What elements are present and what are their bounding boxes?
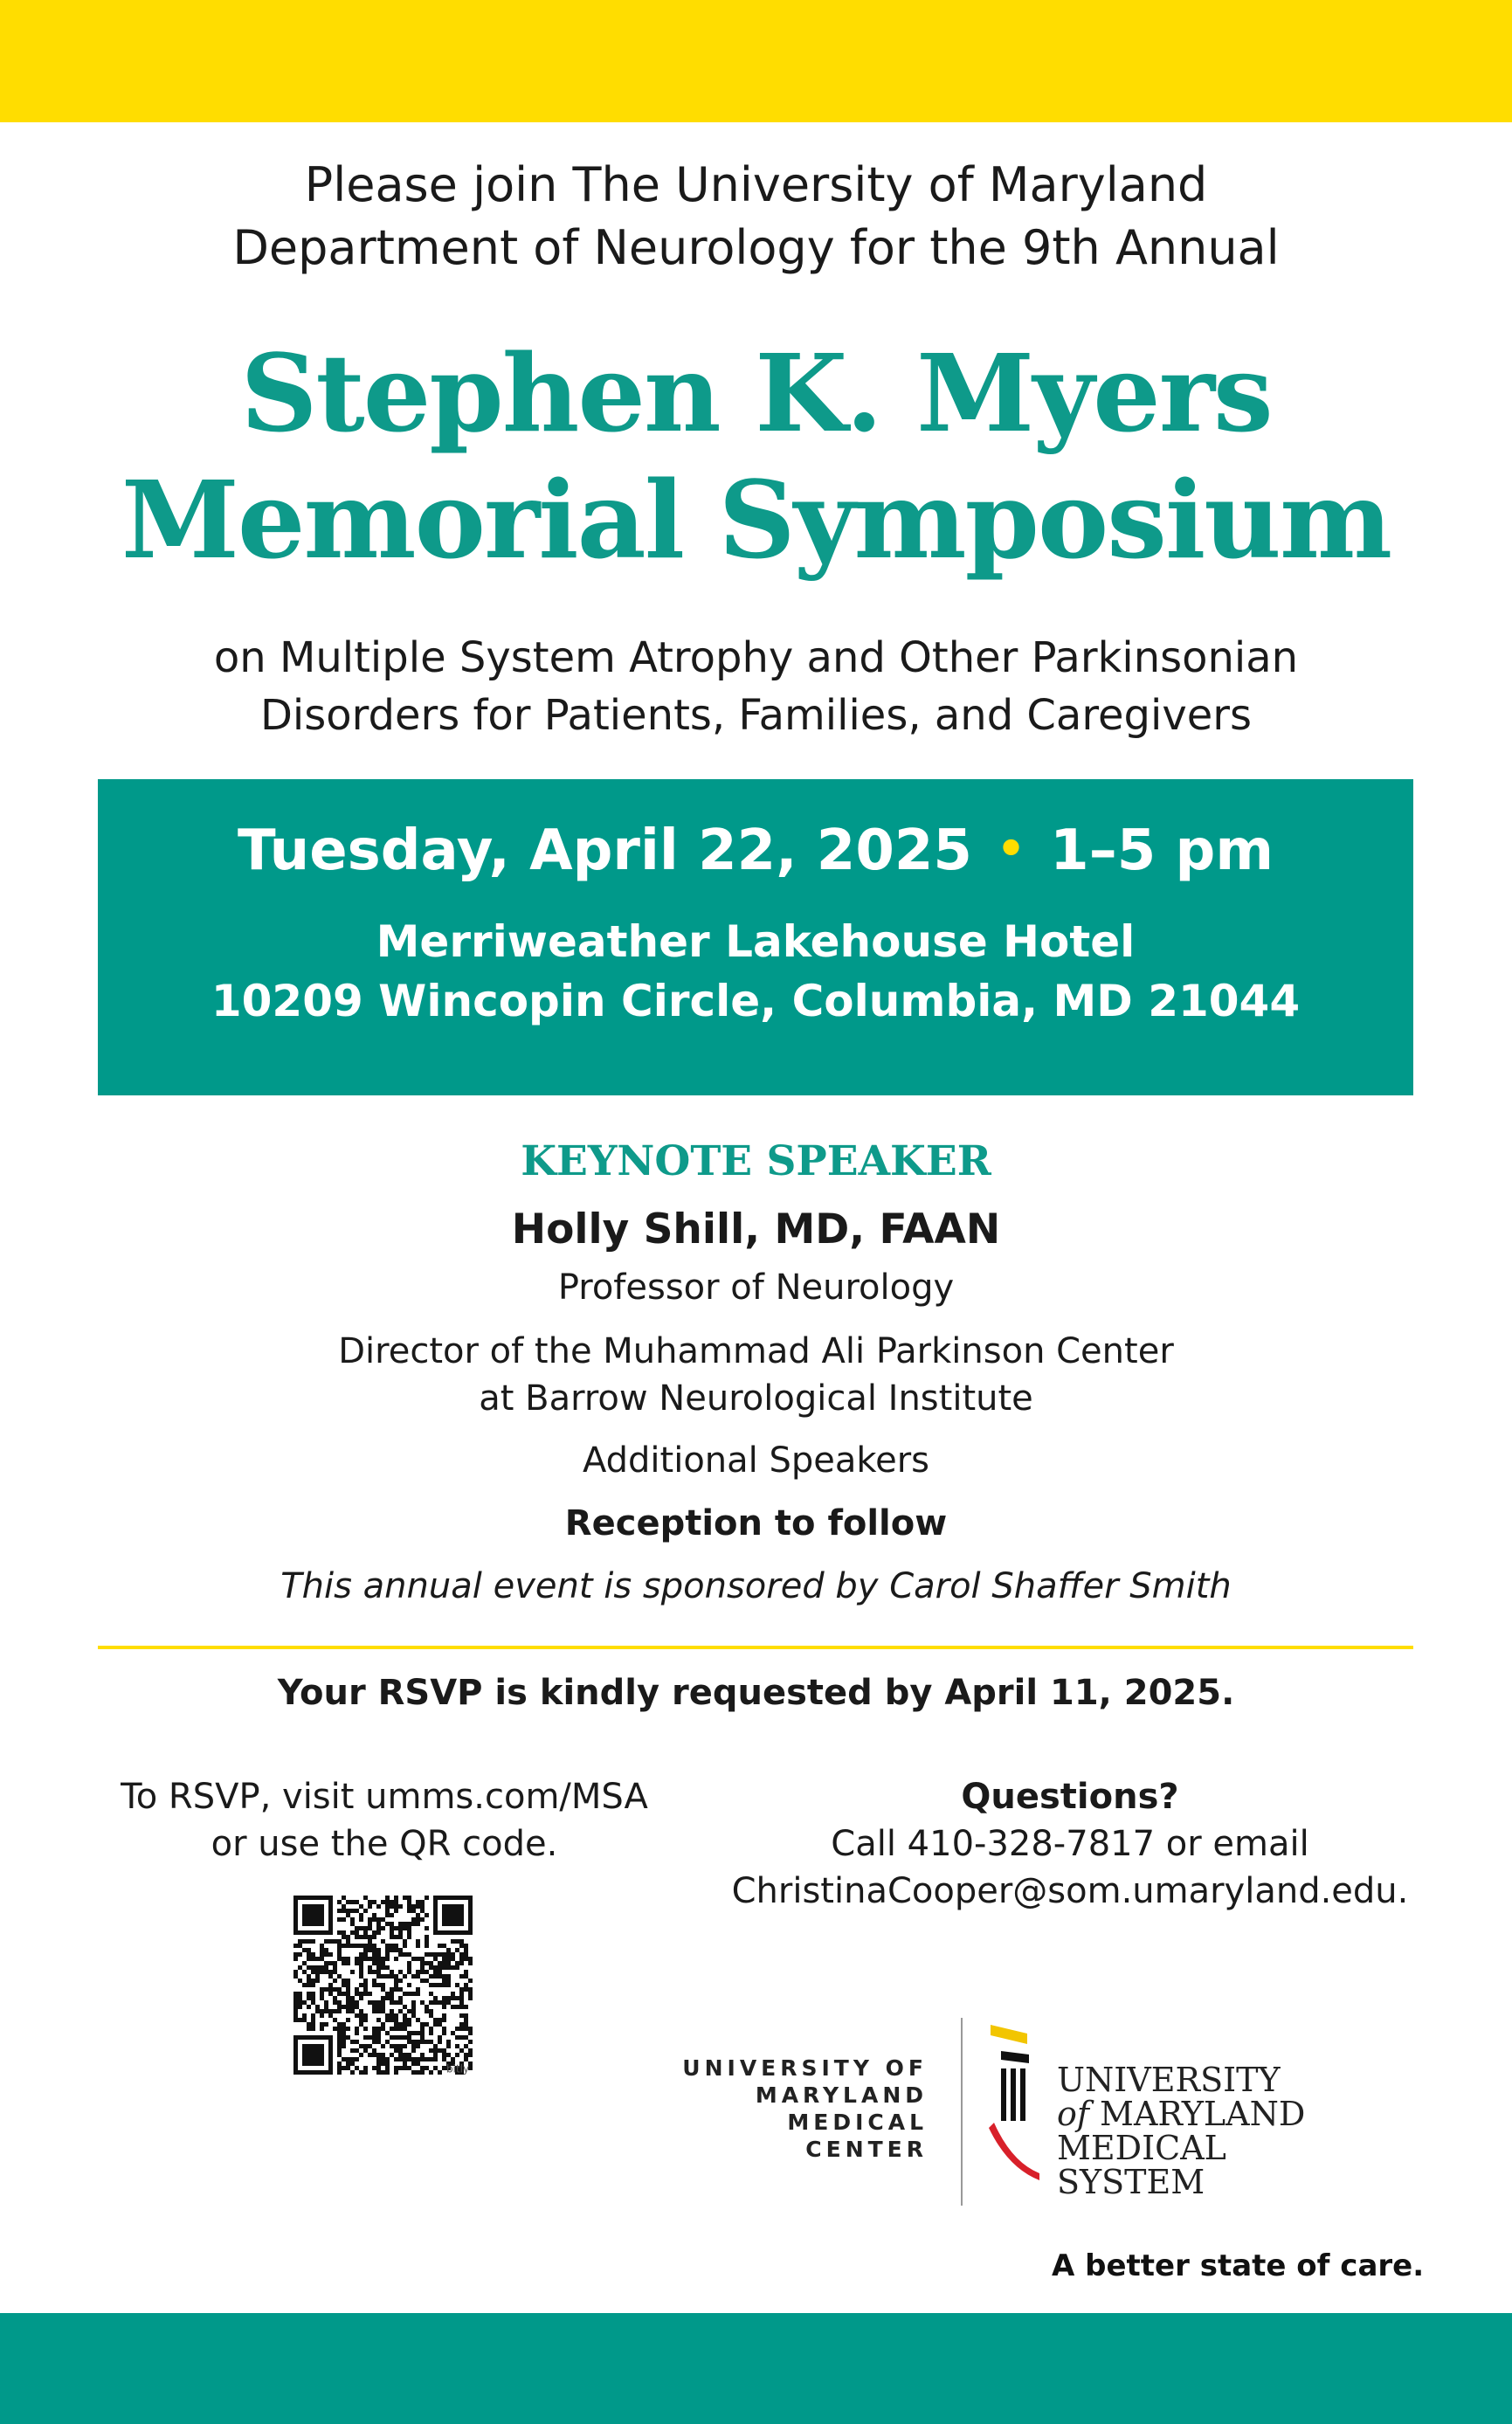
venue-name: Merriweather Lakehouse Hotel: [376, 916, 1136, 967]
rsvp-line-2: or use the QR code.: [211, 1824, 558, 1864]
umms-line-3: MEDICAL: [1057, 2129, 1226, 2167]
umms-columns-logo-icon: [985, 2018, 1046, 2193]
bottom-teal-band: [0, 2313, 1512, 2424]
questions-line-1: Call 410-328-7817 or email: [831, 1824, 1309, 1864]
questions-email[interactable]: ChristinaCooper@som.umaryland.edu.: [731, 1871, 1409, 1911]
venue-address: 10209 Wincopin Circle, Columbia, MD 21044: [211, 976, 1301, 1026]
subtitle-line-1: on Multiple System Atrophy and Other Parkinsonian: [213, 633, 1299, 682]
director-line-1: Director of the Muhammad Ali Parkinson Center: [338, 1331, 1174, 1371]
qr-code-icon[interactable]: [293, 1896, 473, 2075]
intro-line-2: Department of Neurology for the 9th Annual: [232, 220, 1280, 275]
date-time-line: [98, 816, 1413, 889]
event-date: Tuesday, April 22, 2025: [238, 818, 972, 883]
rsvp-deadline: Your RSVP is kindly requested by April 11, 2025.: [277, 1673, 1235, 1713]
title-line-1: Stephen K. Myers: [240, 330, 1272, 456]
keynote-speaker-name: Holly Shill, MD, FAAN: [511, 1205, 1001, 1253]
keynote-label: KEYNOTE SPEAKER: [521, 1137, 991, 1185]
umms-line-1: UNIVERSITY: [1057, 2061, 1281, 2099]
event-subtitle: [0, 629, 1512, 744]
top-yellow-band: [0, 0, 1512, 122]
intro-text: [0, 154, 1512, 280]
title-line-2: Memorial Symposium: [121, 457, 1391, 583]
keynote-role-professor: Professor of Neurology: [557, 1267, 955, 1308]
ummc-logo-text: [664, 2055, 928, 2163]
event-title: [0, 330, 1512, 584]
ummc-line-4: CENTER: [805, 2137, 928, 2162]
umms-logo-text: [1057, 2063, 1305, 2200]
umms-line-2: [1057, 2097, 1305, 2131]
additional-speakers: Additional Speakers: [582, 1440, 930, 1481]
questions-title: Questions?: [961, 1777, 1179, 1817]
keynote-role-director: [0, 1328, 1512, 1422]
logo-divider: [961, 2018, 963, 2206]
questions-block: [716, 1773, 1424, 1915]
reception-note: Reception to follow: [564, 1503, 948, 1543]
rsvp-line-1: To RSVP, visit umms.com/MSA: [121, 1777, 648, 1817]
qr-bitly-label: bitly: [446, 2062, 470, 2075]
sponsor-note: This annual event is sponsored by Carol Shaffer Smith: [280, 1566, 1232, 1606]
umms-line-4: SYSTEM: [1057, 2163, 1205, 2201]
umms-maryland: MARYLAND: [1100, 2095, 1306, 2133]
umms-of: of: [1057, 2095, 1089, 2133]
event-details-box: [98, 779, 1413, 1095]
intro-line-1: Please join The University of Maryland: [304, 157, 1208, 212]
ummc-line-1: UNIVERSITY OF: [682, 2055, 928, 2081]
director-line-2: at Barrow Neurological Institute: [479, 1378, 1033, 1419]
tagline: A better state of care.: [1052, 2248, 1425, 2283]
event-time: 1–5 pm: [1050, 818, 1274, 883]
bullet-separator: •: [996, 823, 1026, 875]
rsvp-instructions: [87, 1773, 681, 1868]
yellow-divider: [98, 1646, 1413, 1649]
subtitle-line-2: Disorders for Patients, Families, and Caregivers: [259, 691, 1253, 740]
ummc-line-3: MEDICAL: [787, 2110, 928, 2135]
ummc-line-2: MARYLAND: [755, 2082, 928, 2108]
venue-block: [98, 912, 1413, 1031]
